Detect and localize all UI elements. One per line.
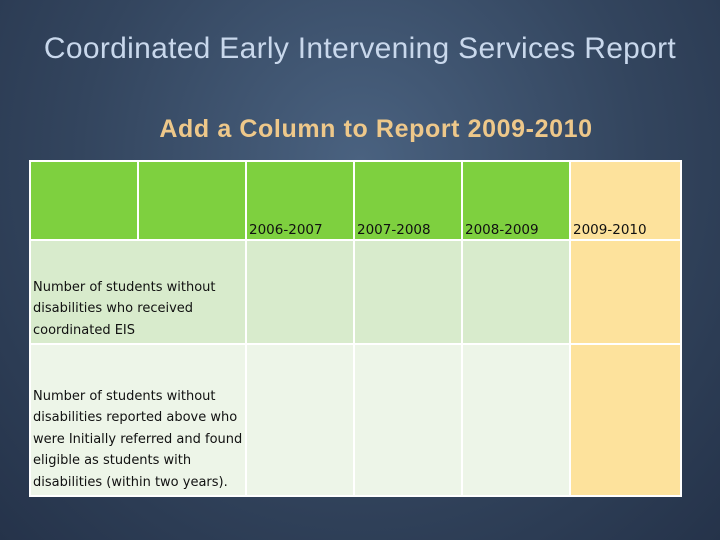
table-cell [354,344,462,496]
ceis-report-table [29,160,682,497]
row-label-students-found-eligible: Number of students without disabilities reported above who were Initially referred and found eligible as students with disabilities (within two years). [30,344,246,496]
table-row [30,344,681,496]
table-cell [246,240,354,344]
table-cell [246,344,354,496]
header-year-2006-2007: 2006-2007 [246,161,354,240]
header-year-2008-2009: 2008-2009 [462,161,570,240]
row-label-students-received-eis: Number of students without disabilities who received coordinated EIS [30,240,246,344]
header-cell-blank-1 [30,161,138,240]
header-cell-blank-2 [138,161,246,240]
header-year-2009-2010: 2009-2010 [570,161,681,240]
header-year-2007-2008: 2007-2008 [354,161,462,240]
table-row [30,240,681,344]
table-cell [462,240,570,344]
slide-title: Coordinated Early Intervening Services Report [43,32,677,65]
table-cell-new-column [570,344,681,496]
table-cell [354,240,462,344]
slide-subtitle: Add a Column to Report 2009-2010 [159,115,593,143]
table-header-row [30,161,681,240]
table-cell [462,344,570,496]
table-cell-new-column [570,240,681,344]
